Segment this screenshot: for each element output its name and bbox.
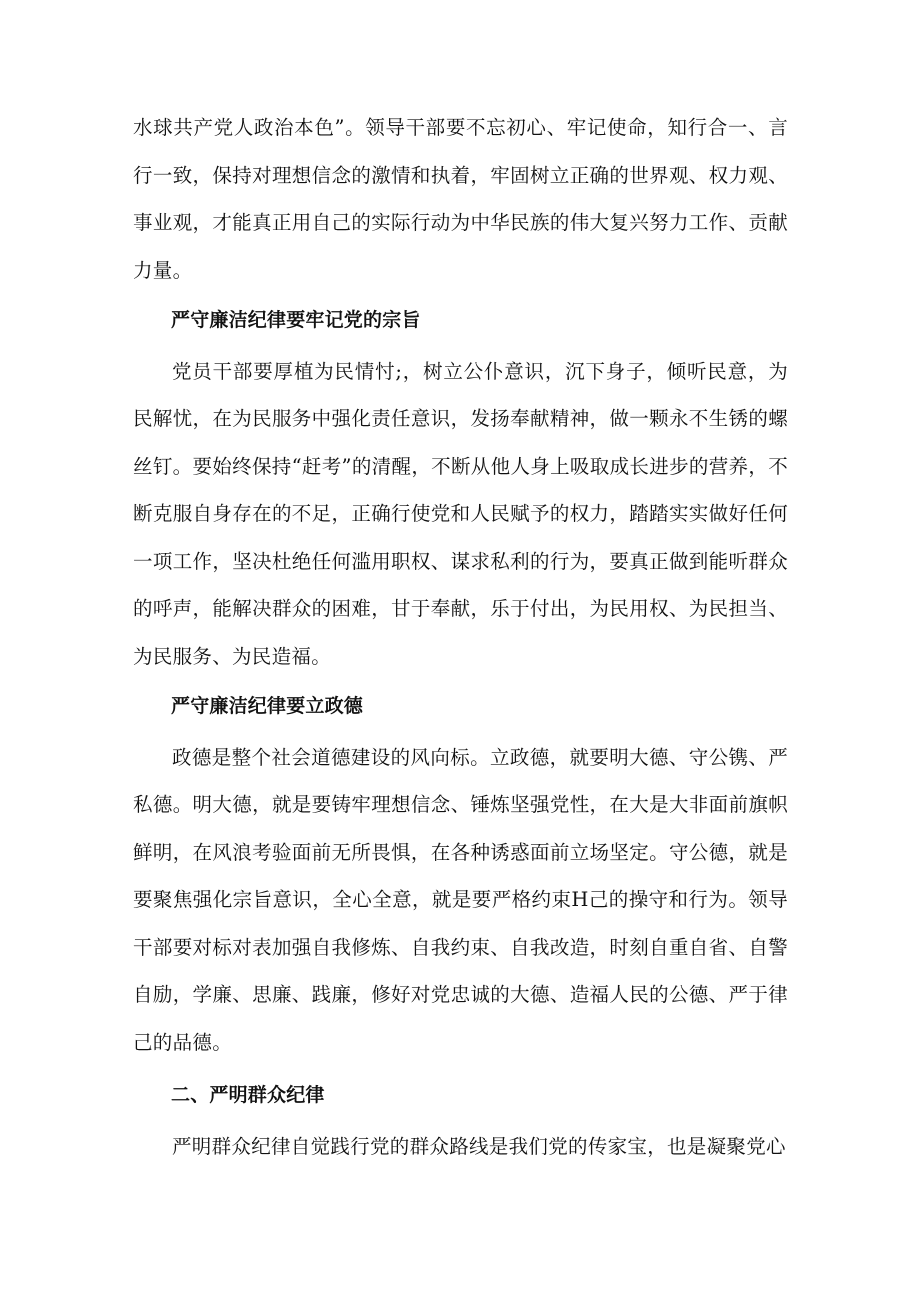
section-heading-party-purpose: 严守廉洁纪律要牢记党的宗旨 [171, 309, 421, 331]
section-heading-political-ethics: 严守廉洁纪律要立政德 [171, 695, 364, 717]
document-body [133, 104, 788, 1170]
paragraph-mass-discipline: 严明群众纪律自觉践行党的群众路线是我们党的传家宝，也是凝聚党心 [172, 1134, 786, 1158]
paragraph-continued: 水球共产党人政治本色”。领导干部要不忘初心、牢记使命，知行合一、言行一致，保持对理想信念的激情和执着，牢固树立正确的世界观、权力观、事业观，才能真正用自己的实际行动为中华民族的伟大复兴努力工作、贡献力量。 [133, 116, 788, 282]
section-heading-mass-discipline: 二、严明群众纪律 [171, 1084, 325, 1106]
paragraph-party-purpose: 党员干部要厚植为民情忖;，树立公仆意识，沉下身子，倾听民意，为民解忧，在为民服务中强化责任意识，发扬奉献精神，做一颗永不生锈的螺丝钉。要始终保持“赶考”的清醒，不断从他人身上吸取成长进步的营养，不断克服自身存在的不足，正确行使党和人民赋予的权力，踏踏实实做好任何一项工作，坚决杜绝任何滥用职权、谋求私利的行为，要真正做到能听群众的呼声，能解决群众的困难，甘于奉献，乐于付出，为民用权、为民担当、为民服务、为民造福。 [133, 359, 788, 668]
paragraph-political-ethics: 政德是整个社会道德建设的风向标。立政德，就要明大德、守公镌、严私德。明大德，就是要铸牢理想信念、锤炼坚强党性，在大是大非面前旗帜鲜明，在风浪考验面前无所畏惧，在各种诱惑面前立场坚定。守公德，就是要聚焦强化宗旨意识，全心全意，就是要严格约束H己的操守和行为。领导干部要对标对表加强自我修炼、自我约束、自我改造，时刻自重自省、自警自励，学廉、思廉、践廉，修好对党忠诚的大德、造福人民的公德、严于律己的品德。 [133, 745, 788, 1054]
